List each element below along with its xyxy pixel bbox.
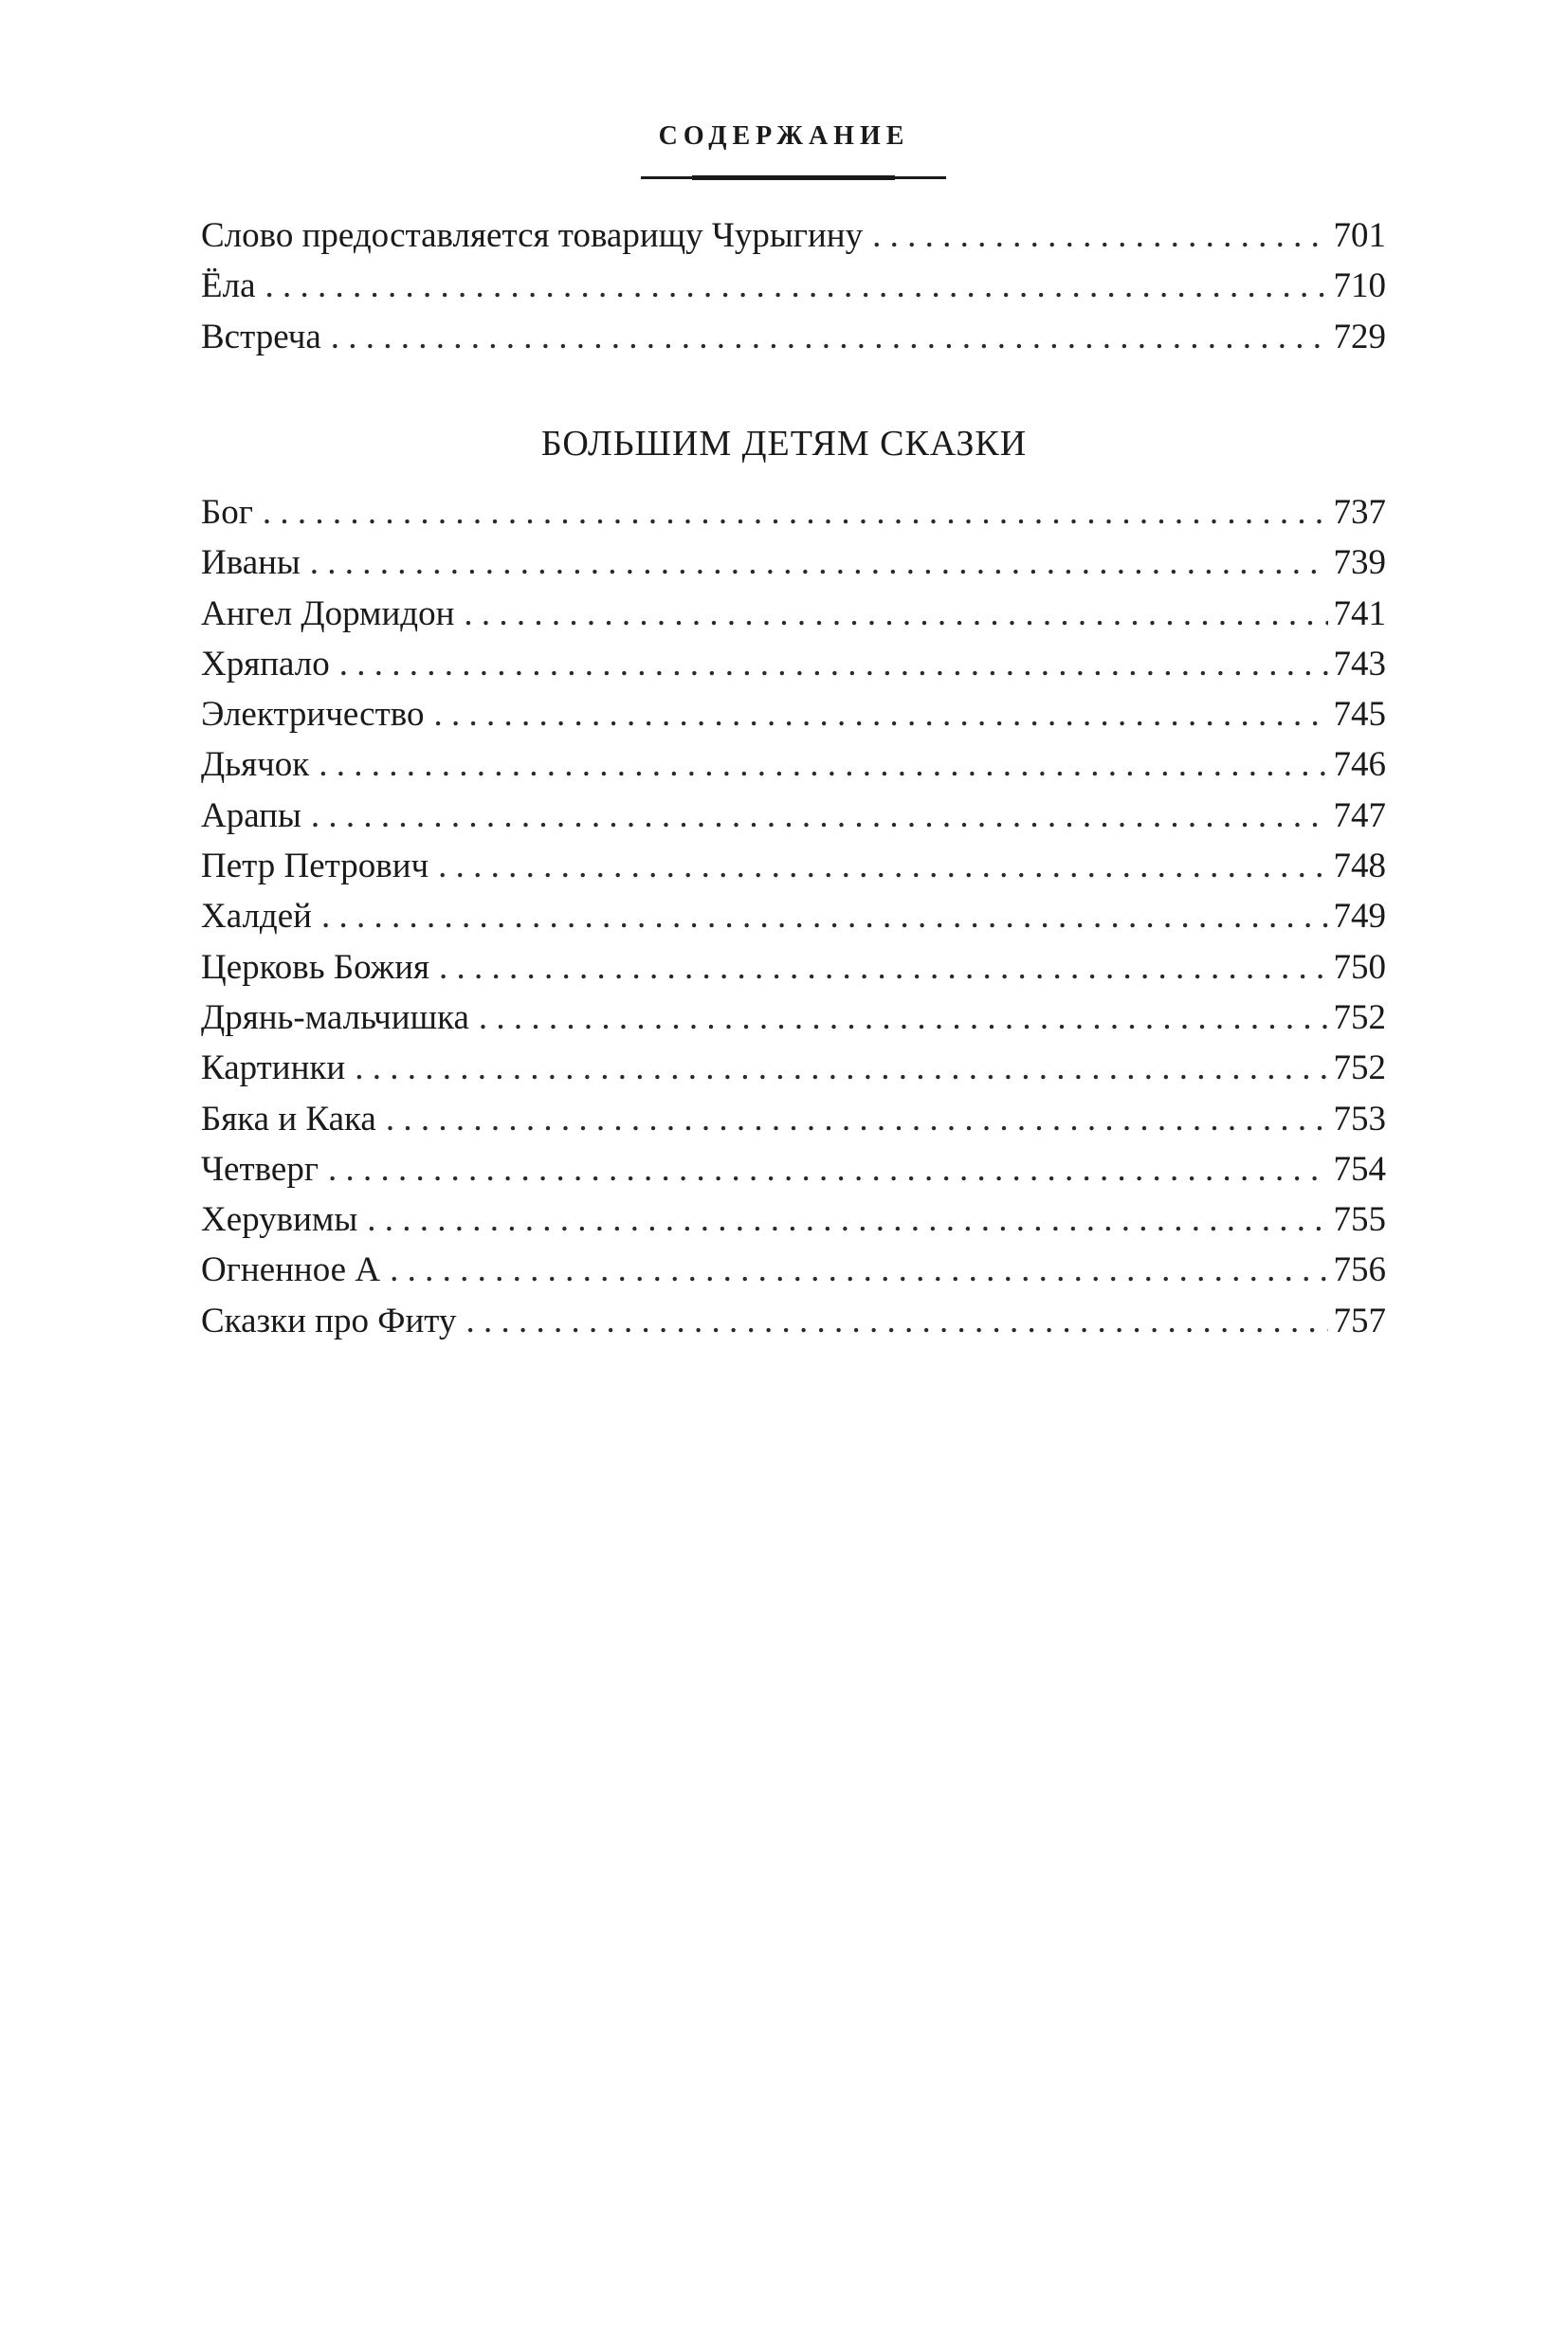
toc-entry-title: Дьячок <box>201 745 310 785</box>
toc-entry <box>201 487 1386 538</box>
toc-entry-page-number: 701 <box>1333 216 1386 255</box>
toc-entry-title: Электричество <box>201 695 425 735</box>
toc-dot-leader <box>434 689 1328 739</box>
toc-entry-title: Иваны <box>201 543 301 583</box>
toc-entry-page-number: 741 <box>1333 593 1386 633</box>
toc-dot-leader <box>310 538 1328 588</box>
toc-entry <box>201 1043 1386 1093</box>
toc-entry-title: Арапы <box>201 795 301 835</box>
toc-entry-page-number: 710 <box>1333 266 1386 306</box>
toc-dot-leader <box>479 993 1328 1043</box>
toc-dot-leader <box>339 639 1328 689</box>
toc-dot-leader <box>872 210 1327 261</box>
toc-entry-page-number: 756 <box>1333 1250 1386 1290</box>
toc-entry-page-number: 746 <box>1333 745 1386 785</box>
toc-entry <box>201 261 1386 311</box>
toc-entry <box>201 1245 1386 1295</box>
toc-dot-leader <box>386 1094 1328 1144</box>
toc-dot-leader <box>265 261 1328 311</box>
toc-dot-leader <box>390 1245 1327 1295</box>
toc-entry-title: Халдей <box>201 897 312 937</box>
toc-dot-leader <box>319 739 1327 790</box>
toc-entry <box>201 1094 1386 1144</box>
toc-dot-leader <box>263 487 1328 538</box>
toc-entry <box>201 312 1386 362</box>
toc-entry-title: Бог <box>201 493 253 532</box>
toc-entry-title: Хряпало <box>201 644 330 683</box>
toc-entry-page-number: 752 <box>1333 997 1386 1037</box>
toc-entry-title: Дрянь-мальчишка <box>201 997 469 1037</box>
toc-entry-page-number: 737 <box>1333 493 1386 532</box>
toc-entry-page-number: 754 <box>1333 1149 1386 1189</box>
toc-dot-leader <box>367 1194 1327 1245</box>
toc-entry-page-number: 739 <box>1333 543 1386 583</box>
toc-entry-title: Картинки <box>201 1048 346 1088</box>
toc-dot-leader <box>438 841 1327 891</box>
toc-entry-title: Огненное А <box>201 1250 381 1290</box>
toc-entry <box>201 689 1386 739</box>
toc-dot-leader <box>328 1144 1328 1194</box>
toc-entry-page-number: 745 <box>1333 695 1386 735</box>
toc-entry <box>201 1194 1386 1245</box>
running-head-rule-accent <box>692 175 895 180</box>
toc-entry-page-number: 748 <box>1333 847 1386 886</box>
toc-entry <box>201 639 1386 689</box>
toc-dot-leader <box>321 891 1328 941</box>
toc-list-part1 <box>201 210 1386 362</box>
toc-entry-page-number: 755 <box>1333 1200 1386 1240</box>
toc-entry <box>201 993 1386 1043</box>
toc-dot-leader <box>464 589 1327 639</box>
toc-dot-leader <box>331 312 1328 362</box>
toc-entry <box>201 841 1386 891</box>
toc-entry-page-number: 750 <box>1333 947 1386 987</box>
toc-entry-page-number: 752 <box>1333 1048 1386 1088</box>
toc-dot-leader <box>439 942 1327 993</box>
section-title: БОЛЬШИМ ДЕТЯМ СКАЗКИ <box>540 424 1028 464</box>
running-head: СОДЕРЖАНИЕ <box>658 121 910 151</box>
toc-entry-title: Сказки про Фиту <box>201 1301 457 1340</box>
toc-entry <box>201 210 1386 261</box>
toc-entry-page-number: 747 <box>1333 795 1386 835</box>
toc-entry-title: Херувимы <box>201 1200 358 1240</box>
toc-entry <box>201 942 1386 993</box>
toc-entry-page-number: 729 <box>1333 317 1386 356</box>
toc-entry <box>201 739 1386 790</box>
toc-entry-title: Бяка и Кака <box>201 1099 376 1139</box>
toc-entry-title: Ангел Дормидон <box>201 593 455 633</box>
toc-entry <box>201 1296 1386 1346</box>
toc-entry-title: Церковь Божия <box>201 947 430 987</box>
toc-entry <box>201 891 1386 941</box>
toc-entry-title: Слово предоставляется товарищу Чурыгину <box>201 216 864 255</box>
toc-entry-title: Встреча <box>201 317 321 356</box>
toc-entry-title: Петр Петрович <box>201 847 429 886</box>
toc-entry-page-number: 743 <box>1333 644 1386 683</box>
toc-entry <box>201 1144 1386 1194</box>
toc-list-part2 <box>201 487 1386 1346</box>
toc-entry <box>201 538 1386 588</box>
toc-dot-leader <box>465 1296 1327 1346</box>
toc-entry-title: Четверг <box>201 1149 319 1189</box>
toc-entry <box>201 791 1386 841</box>
toc-entry-title: Ёла <box>201 266 256 306</box>
toc-entry-page-number: 757 <box>1333 1301 1386 1340</box>
toc-entry <box>201 589 1386 639</box>
toc-entry-page-number: 749 <box>1333 897 1386 937</box>
toc-dot-leader <box>311 791 1328 841</box>
toc-dot-leader <box>355 1043 1327 1093</box>
toc-entry-page-number: 753 <box>1333 1099 1386 1139</box>
